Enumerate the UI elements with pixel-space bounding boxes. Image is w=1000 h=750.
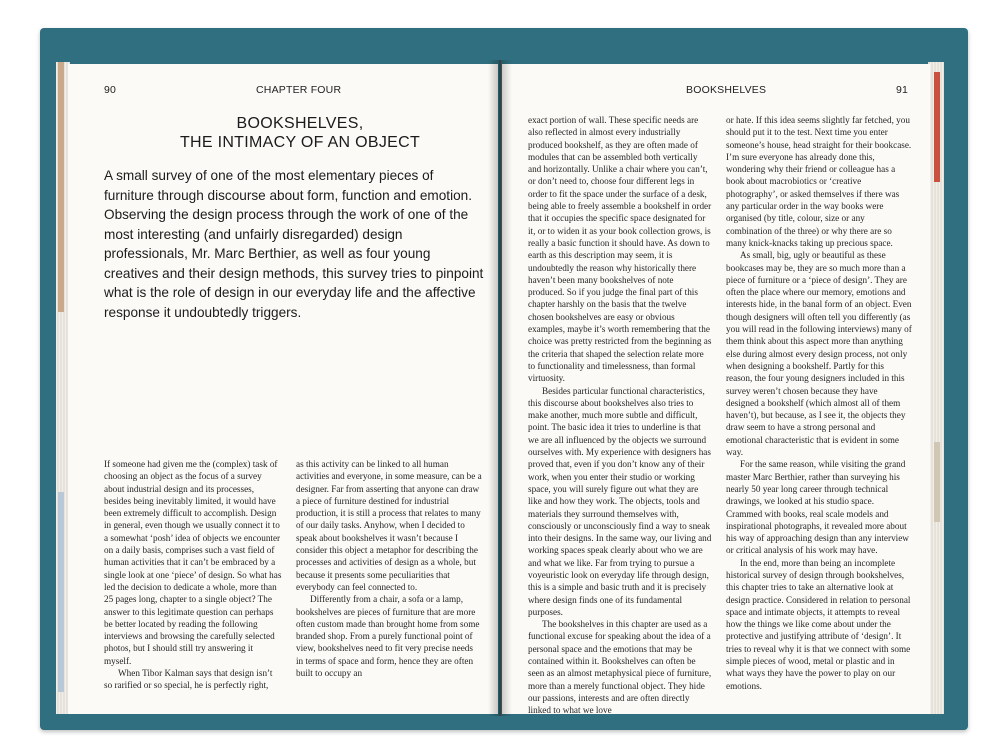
chapter-title <box>150 114 450 152</box>
body-paragraph: exact portion of wall. These specific needs are also reflected in almost every industrially produced bookshelf, as they are often made of modules that can be assembled both vertically and horizontally. Unlike a chair where you can’t, or don’t need to, choose four different legs in order to fit the space under the surface of a desk, being able to freely assemble a bookshelf in order that it occupies the specific space designated for it, or to widen it as your book collection grows, is really a basic function it should have. As down to earth as this description may seem, it is undoubtedly the reason why historically there haven’t been many bookshelves of note produced. So if you judge the final part of this chapter harshly on the basis that the twelve chosen bookshelves are easy or obvious examples, maybe it’s worth remembering that the choice was pretty restricted from the beginning as the criteria that shaped the selection relate more to functionality and timelessness, than formal virtuosity. <box>528 115 712 384</box>
left-running-head: CHAPTER FOUR <box>256 84 342 96</box>
book-spine-line <box>499 60 501 716</box>
body-paragraph: The bookshelves in this chapter are used as a functional excuse for speaking about the idea of a personal space and the emotions that may be contained within it. Bookshelves can often be seen as an almost metaphysical piece of furniture, more than a merely functional object. They hide our passions, interests and are often directly linked to what we love <box>528 619 712 716</box>
right-running-head: BOOKSHELVES <box>686 84 767 96</box>
body-column-4 <box>726 114 912 692</box>
body-paragraph: In the end, more than being an incomplete historical survey of design through bookshelves, this chapter tries to take an alternative look at design practice. Considered in relation to personal space and intimate objects, it attempts to reveal how the things we like come about under the protective and justifying attribute of ‘design’. It tries to reveal why it is that we connect with some simple pieces of wood, metal or plastic and in what ways they have the power to play on our emotions. <box>726 557 911 691</box>
body-paragraph: If someone had given me the (complex) task of choosing an object as the focus of a survey about industrial design and its processes, besides being inevitably limited, it would have been extremely difficult to accomplish. Design in general, even though we usually connect it to a somewhat ‘posh’ idea of objects we encounter on a daily basis, comprises such a vast field of human activities that it can’t be embraced by a single look at one ‘piece’ of design. So what has led the decision to dedicate a whole, more than 25 pages long, chapter to a single object? The answer to this legitimate question can perhaps be better located by reading the following interviews and browsing the carefully selected photos, but I should still try answering it myself. <box>104 459 282 666</box>
left-page-number: 90 <box>104 84 117 96</box>
page-edge-color-band <box>934 72 940 182</box>
intro-paragraph: A small survey of one of the most elementary pieces of furniture through discourse about form, function and emotion. Observing the design process through the work of one of the most interesting (and unfairly disregarded) design professionals, Mr. Marc Berthier, as well as four young creatives and their design methods, this survey tries to pinpoint what is the role of design in our everyday life and the affective response it undoubtedly triggers. <box>104 168 484 320</box>
body-paragraph: As small, big, ugly or beautiful as these bookcases may be, they are so much more than a piece of furniture or a ‘piece of design’. They are often the place where our memory, emotions and interests hide, in the banal form of an object. Even though designers will often tell you differently (as you will read in the following interviews) many of them think about this aspect more than anything else during almost every design process, not only when designing a bookshelf. Partly for this reason, the four young designers included in this survey weren’t chosen because they have designed a bookshelf (which almost all of them haven’t), but because, as I see it, the objects they draw seem to have a strong personal and emotional characteristic that is evident in some way. <box>726 250 912 458</box>
chapter-title-line-2: THE INTIMACY OF AN OBJECT <box>179 134 421 151</box>
body-paragraph: For the same reason, while visiting the grand master Marc Berthier, rather than surveying his nearly 50 year long career through technical drawings, we looked at his studio space. Crammed with books, real scale models and inspirational photographs, it revealed more about his way of approaching design than any interview or critical analysis of his work may have. <box>726 459 909 556</box>
body-paragraph: Besides particular functional characteristics, this discourse about bookshelves also tries to make another, much more subtle and difficult, point. The basic idea it tries to underline is that we are all influenced by the objects we surround ourselves with. My experience with designers has proved that, even if you don’t know any of their work, when you enter their studio or working space, you will surely figure out what they are like and how they work. The objects, tools and materials they surround themselves with, consciously or unconsciously find a way to sneak into their designs. In the same way, our living and working spaces speak clearly about who we are and what we like. Far from trying to pursue a voyeuristic look on everyday life through design, this is a simple and basic truth and it is precisely where design finds one of its fundamental purposes. <box>528 385 712 617</box>
body-column-1 <box>104 458 282 692</box>
body-paragraph: Differently from a chair, a sofa or a lamp, bookshelves are pieces of furniture that are more often custom made than brought home from some branded shop. From a purely functional point of view, bookshelves need to fit very precise needs in terms of space and form, hence they are often built to occupy an <box>296 594 480 679</box>
body-paragraph: When Tibor Kalman says that design isn’t so rarified or so special, he is perfectly right, <box>104 668 273 691</box>
body-column-3 <box>528 114 712 717</box>
page-edges-right <box>928 62 944 714</box>
page-edge-color-band <box>58 492 64 692</box>
chapter-title-line-1: BOOKSHELVES, <box>236 115 364 132</box>
right-page-number: 91 <box>896 84 909 96</box>
page-edge-color-band <box>934 442 940 522</box>
body-paragraph: as this activity can be linked to all human activities and everyone, in some measure, can be a designer. Far from asserting that anyone can draw a piece of furniture destined for industrial production, it is still a process that relates to many of our daily tasks. Anyhow, when I decided to speak about bookshelves it wasn’t because I consider this object a metaphor for describing the processes and activities of design as a whole, but because it presents some peculiarities that everybody can feel connected to. <box>296 459 482 592</box>
body-column-2 <box>296 458 482 679</box>
page-edge-color-band <box>58 62 64 312</box>
body-paragraph: or hate. If this idea seems slightly far fetched, you should put it to the test. Next time you enter someone’s house, head straight for their bookcase. I’m sure everyone has already done this, wondering why their friend or colleague has a book about macrobiotics or ‘creative photography’, or asked themselves if there was any particular order in the way books were organised (by title, colour, size or any combination of the three) or why there are so many knick-knacks taking up precious space. <box>726 115 912 248</box>
